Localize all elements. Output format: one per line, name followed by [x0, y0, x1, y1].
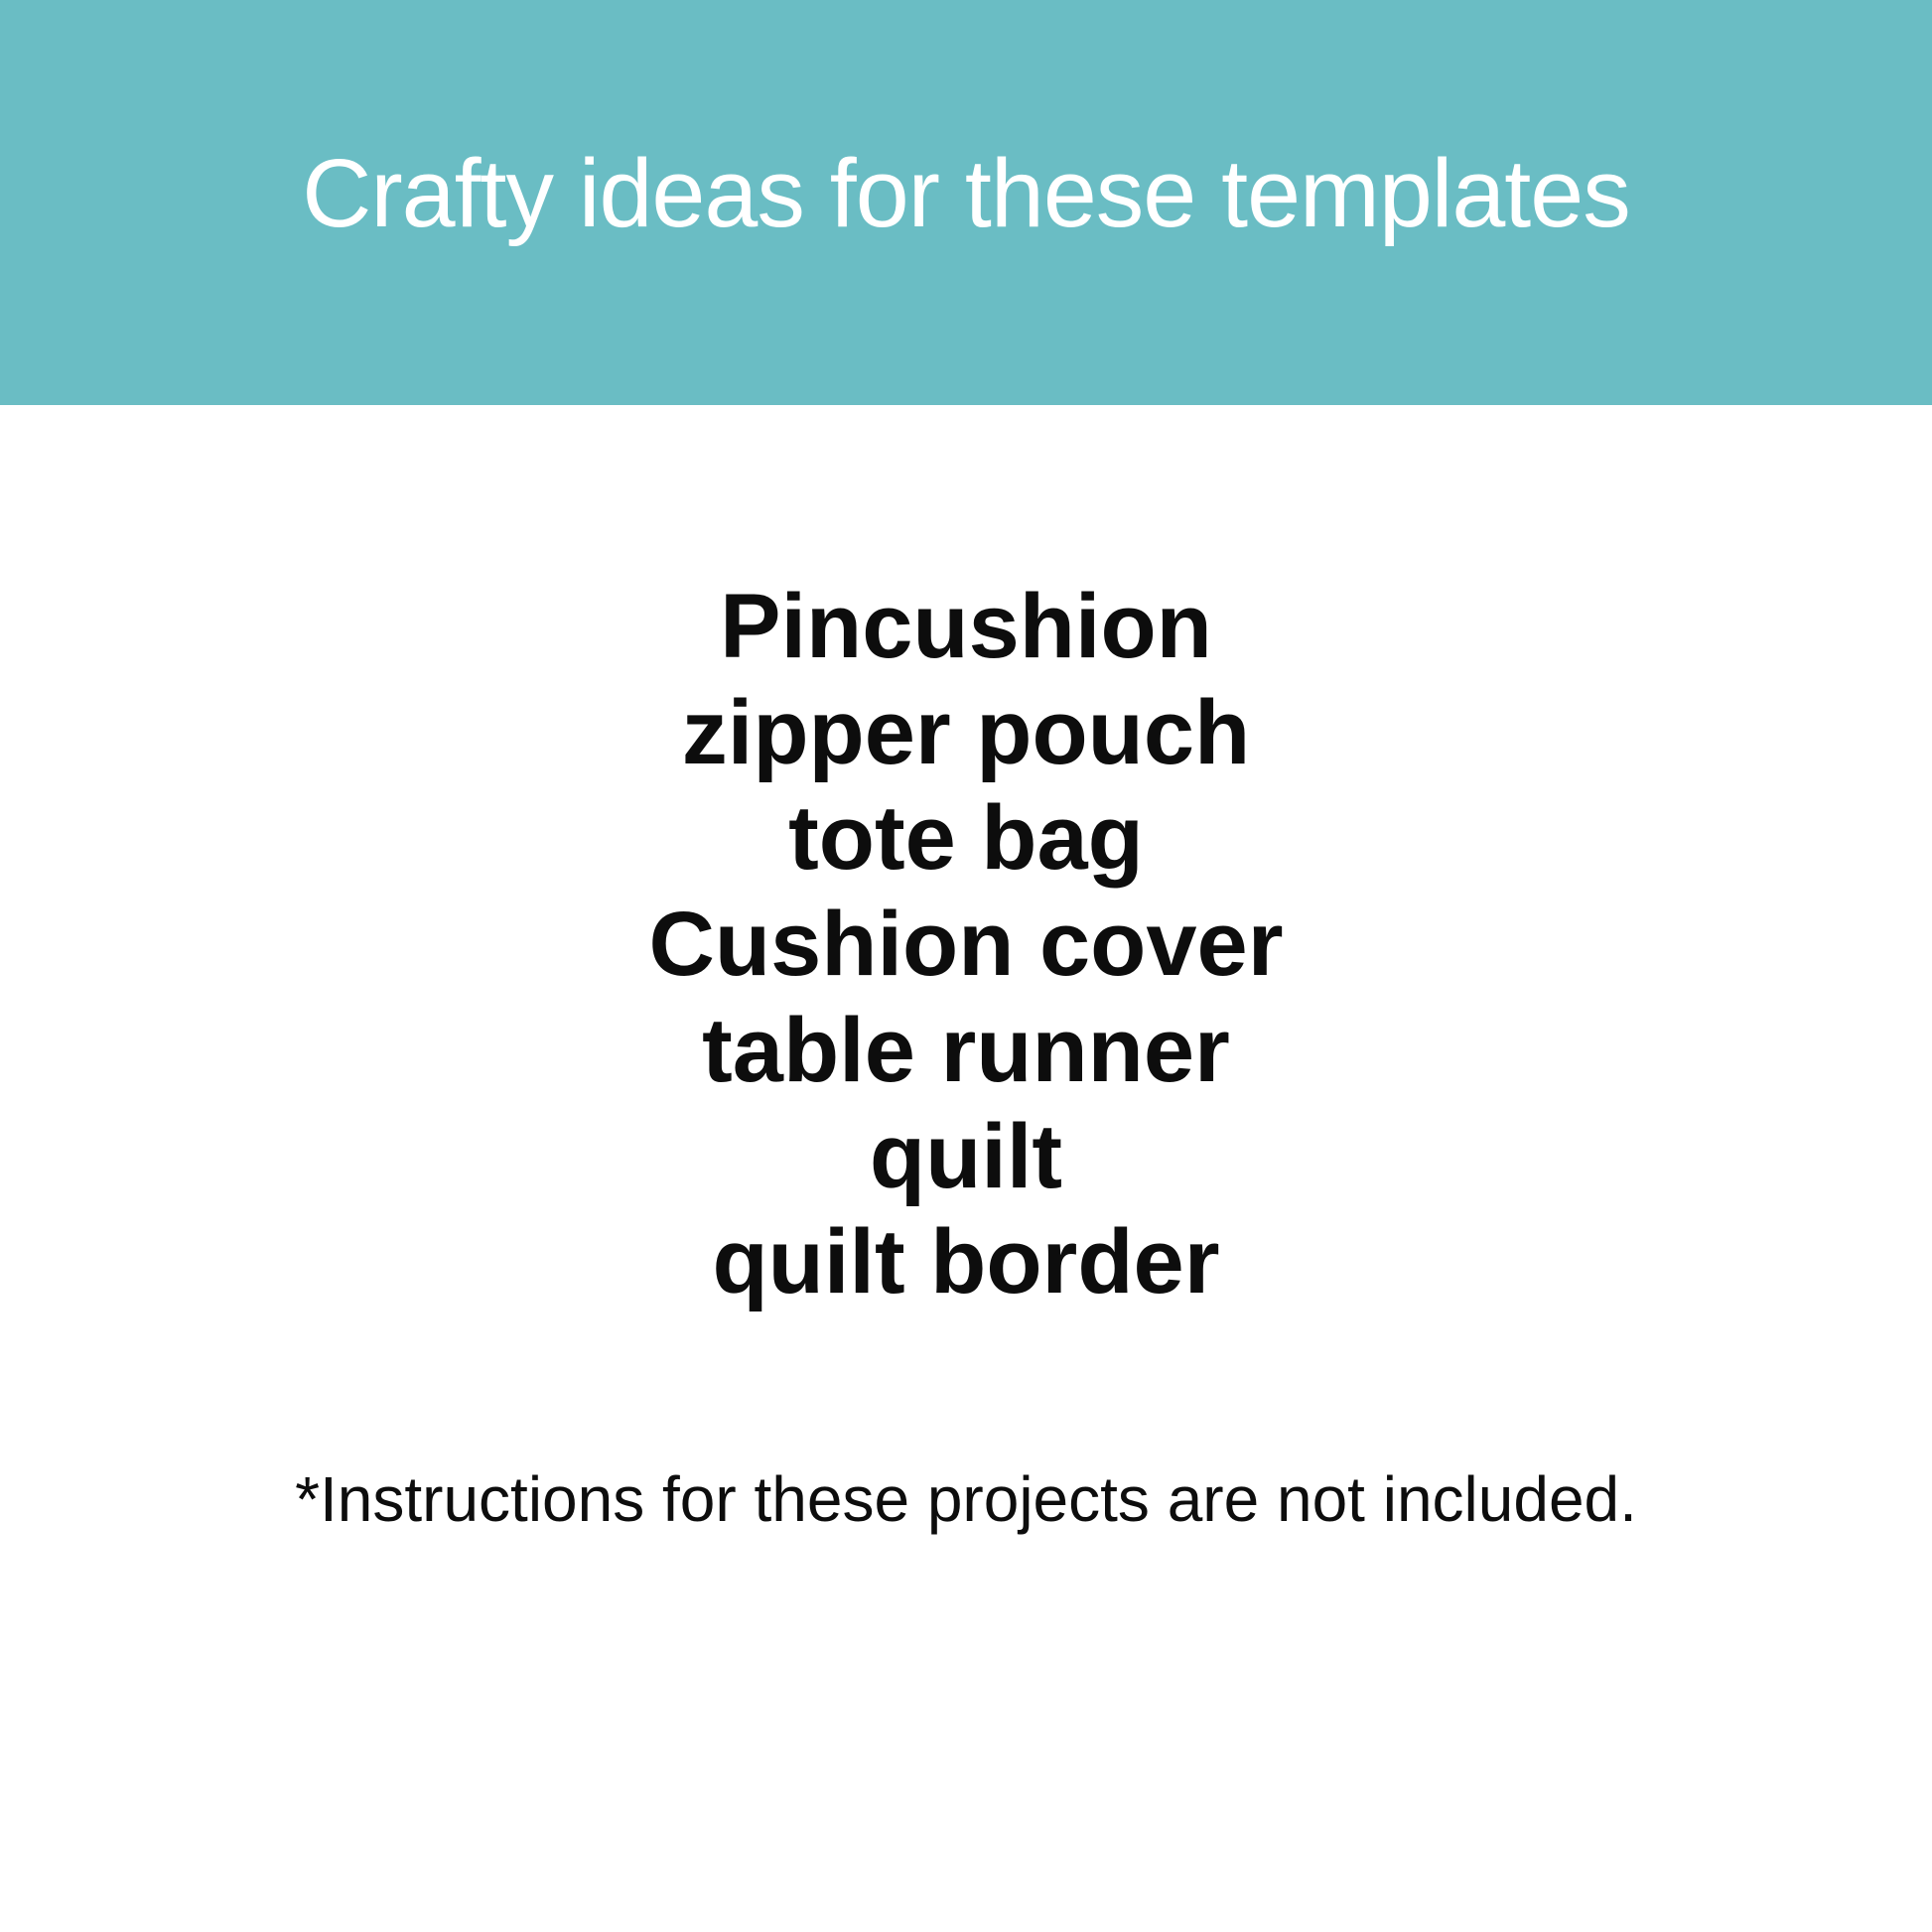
list-item: Cushion cover [648, 894, 1284, 996]
content-area [0, 405, 1932, 1932]
list-item: quilt [869, 1105, 1063, 1207]
list-item: table runner [702, 999, 1230, 1101]
header-banner [0, 0, 1932, 405]
list-item: Pincushion [720, 576, 1212, 677]
footnote-text: *Instructions for these projects are not included. [295, 1463, 1637, 1536]
list-item: tote bag [788, 787, 1144, 890]
ideas-list [648, 574, 1283, 1315]
page-title: Crafty ideas for these templates [302, 138, 1630, 247]
list-item: quilt border [712, 1211, 1220, 1313]
list-item: zipper pouch [681, 681, 1251, 783]
